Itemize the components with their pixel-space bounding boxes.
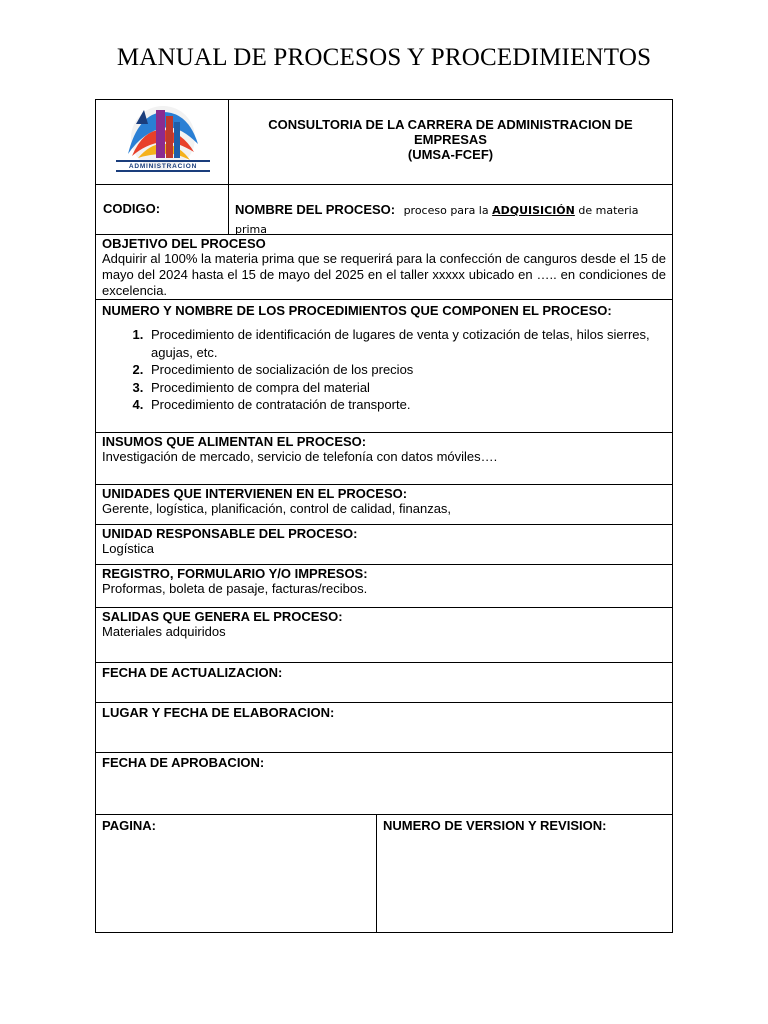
procedimientos-label: NUMERO Y NOMBRE DE LOS PROCEDIMIENTOS QUE COMPONEN EL PROCESO: [102, 303, 612, 318]
header-row [96, 100, 672, 185]
procedimientos-list [102, 326, 666, 414]
objetivo-row [96, 235, 672, 300]
actualizacion-label: FECHA DE ACTUALIZACION: [102, 665, 283, 680]
proceso-label: NOMBRE DEL PROCESO: [235, 202, 396, 217]
registro-text: Proformas, boleta de pasaje, facturas/recibos. [102, 581, 368, 596]
objetivo-text: Adquirir al 100% la materia prima que se requerirá para la confección de canguros desde el 15 de mayo del 2024 hasta el 15 de mayo del 2025 en el taller xxxxx ubicado en ….. en condiciones de excelencia. [102, 251, 666, 298]
page-title: MANUAL DE PROCESOS Y PROCEDIMIENTOS [116, 44, 652, 71]
proceso-cell [229, 185, 672, 234]
unidades-row [96, 485, 672, 525]
insumos-text: Investigación de mercado, servicio de telefonía con datos móviles…. [102, 449, 498, 464]
version-label: NUMERO DE VERSION Y REVISION: [383, 818, 607, 833]
version-cell [377, 815, 672, 932]
actualizacion-row [96, 663, 672, 703]
proceso-value-prefix: proceso para la [403, 204, 493, 217]
logo-cell [96, 100, 229, 184]
logo-text: ADMINISTRACION [128, 163, 198, 170]
header-title-cell [229, 100, 672, 184]
salidas-row [96, 608, 672, 663]
codigo-label: CODIGO: [103, 201, 161, 216]
responsable-row [96, 525, 672, 565]
pagina-label: PAGINA: [102, 818, 156, 833]
header-subtitle: (UMSA-FCEF) [407, 147, 494, 162]
insumos-row [96, 433, 672, 485]
unidades-text: Gerente, logística, planificación, control de calidad, finanzas, [102, 501, 452, 516]
list-item: 3. Procedimiento de compra del material [147, 379, 666, 397]
proceso-value-emphasis: ADQUISICIÓN [492, 204, 575, 217]
pagina-cell [96, 815, 377, 932]
unidades-label: UNIDADES QUE INTERVIENEN EN EL PROCESO: [102, 486, 408, 501]
header-title: CONSULTORIA DE LA CARRERA DE ADMINISTRACION DE EMPRESAS [268, 117, 633, 147]
administracion-logo-icon [108, 104, 218, 176]
objetivo-label: OBJETIVO DEL PROCESO [102, 236, 266, 251]
codigo-row [96, 185, 672, 235]
codigo-cell [96, 185, 229, 234]
footer-row [96, 815, 672, 932]
proceso-value-suffix: de materia prima [235, 204, 639, 236]
list-item: 2. Procedimiento de socialización de los precios [147, 361, 666, 379]
aprobacion-label: FECHA DE APROBACION: [102, 755, 265, 770]
salidas-text: Materiales adquiridos [102, 624, 226, 639]
elaboracion-label: LUGAR Y FECHA DE ELABORACION: [102, 705, 335, 720]
registro-label: REGISTRO, FORMULARIO Y/O IMPRESOS: [102, 566, 368, 581]
list-item: 1. Procedimiento de identificación de lugares de venta y cotización de telas, hilos sierres, agujas, etc. [147, 326, 666, 361]
procedimientos-row [96, 300, 672, 433]
responsable-label: UNIDAD RESPONSABLE DEL PROCESO: [102, 526, 358, 541]
list-item: 4. Procedimiento de contratación de transporte. [147, 396, 666, 414]
salidas-label: SALIDAS QUE GENERA EL PROCESO: [102, 609, 343, 624]
responsable-text: Logística [102, 541, 155, 556]
elaboracion-row [96, 703, 672, 753]
aprobacion-row [96, 753, 672, 815]
registro-row [96, 565, 672, 608]
process-form [95, 99, 673, 933]
insumos-label: INSUMOS QUE ALIMENTAN EL PROCESO: [102, 434, 367, 449]
